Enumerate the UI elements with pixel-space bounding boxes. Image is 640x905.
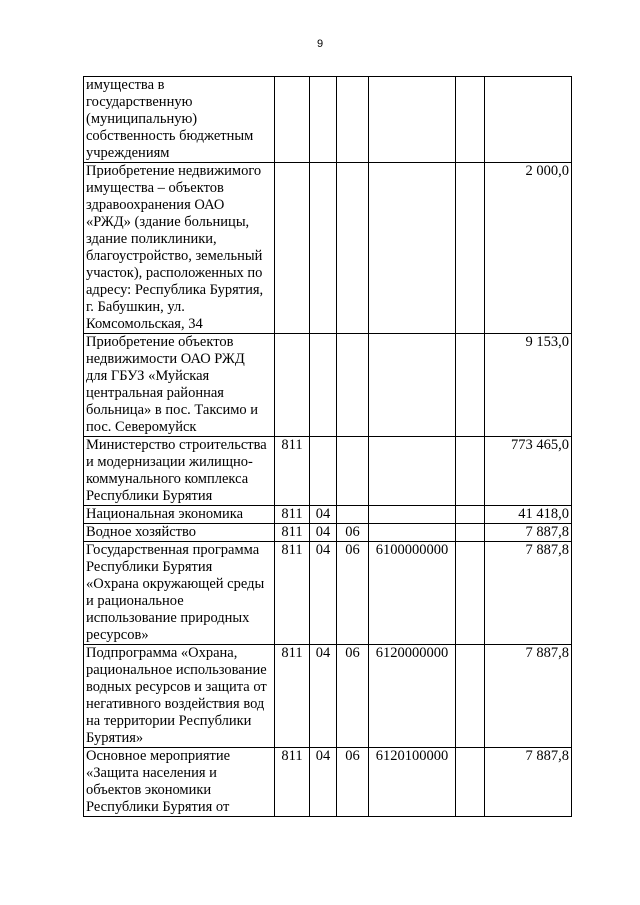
cell-name: Основное мероприятие «Защита населения и объектов экономики Республики Бурятия от (84, 748, 275, 817)
cell-section-code (310, 163, 337, 334)
cell-ministry-code: 811 (275, 645, 310, 748)
cell-amount: 773 465,0 (485, 437, 572, 506)
cell-ministry-code (275, 77, 310, 163)
cell-ministry-code: 811 (275, 524, 310, 542)
cell-expense-type (456, 437, 485, 506)
cell-name: Приобретение объектов недвижимости ОАО РЖД для ГБУЗ «Муйская центральная районная больница» в пос. Таксимо и пос. Северомуйск (84, 334, 275, 437)
cell-section-code (310, 334, 337, 437)
cell-ministry-code (275, 163, 310, 334)
cell-target-article (369, 437, 456, 506)
cell-amount (485, 77, 572, 163)
cell-subsection-code (337, 334, 369, 437)
cell-ministry-code: 811 (275, 506, 310, 524)
table-row (84, 645, 572, 748)
cell-name: Министерство строительства и модернизации жилищно- коммунального комплекса Республики Бурятия (84, 437, 275, 506)
budget-table (83, 76, 572, 817)
cell-section-code: 04 (310, 524, 337, 542)
page-number: 9 (316, 38, 324, 50)
cell-amount: 7 887,8 (485, 645, 572, 748)
cell-section-code (310, 77, 337, 163)
cell-amount: 41 418,0 (485, 506, 572, 524)
table-row (84, 542, 572, 645)
table-row (84, 334, 572, 437)
cell-target-article (369, 334, 456, 437)
cell-target-article (369, 506, 456, 524)
cell-ministry-code: 811 (275, 437, 310, 506)
cell-subsection-code (337, 163, 369, 334)
cell-subsection-code: 06 (337, 645, 369, 748)
cell-section-code: 04 (310, 645, 337, 748)
budget-table-body (84, 77, 572, 817)
cell-subsection-code: 06 (337, 542, 369, 645)
cell-target-article: 6100000000 (369, 542, 456, 645)
cell-subsection-code: 06 (337, 748, 369, 817)
cell-section-code: 04 (310, 506, 337, 524)
cell-name: Национальная экономика (84, 506, 275, 524)
cell-expense-type (456, 748, 485, 817)
cell-name: имущества в государственную (муниципальную) собственность бюджетным учреждениям (84, 77, 275, 163)
cell-subsection-code (337, 437, 369, 506)
cell-target-article (369, 524, 456, 542)
cell-target-article: 6120000000 (369, 645, 456, 748)
cell-ministry-code: 811 (275, 748, 310, 817)
table-row (84, 77, 572, 163)
cell-target-article (369, 77, 456, 163)
cell-target-article: 6120100000 (369, 748, 456, 817)
cell-subsection-code (337, 506, 369, 524)
table-row (84, 437, 572, 506)
cell-name: Государственная программа Республики Бурятия «Охрана окружающей среды и рациональное использование природных ресурсов» (84, 542, 275, 645)
cell-amount: 7 887,8 (485, 542, 572, 645)
table-row (84, 748, 572, 817)
cell-expense-type (456, 542, 485, 645)
cell-section-code: 04 (310, 748, 337, 817)
cell-expense-type (456, 506, 485, 524)
cell-expense-type (456, 77, 485, 163)
cell-name: Приобретение недвижимого имущества – объектов здравоохранения ОАО «РЖД» (здание больницы, здание поликлиники, благоустройство, земельный участок), расположенных по адресу: Республика Бурятия, г. Бабушкин, ул. Комсомольская, 34 (84, 163, 275, 334)
cell-expense-type (456, 645, 485, 748)
cell-subsection-code (337, 77, 369, 163)
cell-expense-type (456, 524, 485, 542)
cell-ministry-code (275, 334, 310, 437)
cell-name: Подпрограмма «Охрана, рациональное использование водных ресурсов и защита от негативного воздействия вод на территории Республики Бурятия» (84, 645, 275, 748)
cell-amount: 7 887,8 (485, 524, 572, 542)
table-row (84, 506, 572, 524)
cell-subsection-code: 06 (337, 524, 369, 542)
cell-amount: 2 000,0 (485, 163, 572, 334)
cell-expense-type (456, 334, 485, 437)
cell-expense-type (456, 163, 485, 334)
cell-target-article (369, 163, 456, 334)
table-row (84, 163, 572, 334)
cell-ministry-code: 811 (275, 542, 310, 645)
cell-section-code: 04 (310, 542, 337, 645)
cell-amount: 7 887,8 (485, 748, 572, 817)
cell-name: Водное хозяйство (84, 524, 275, 542)
cell-section-code (310, 437, 337, 506)
table-row (84, 524, 572, 542)
cell-amount: 9 153,0 (485, 334, 572, 437)
